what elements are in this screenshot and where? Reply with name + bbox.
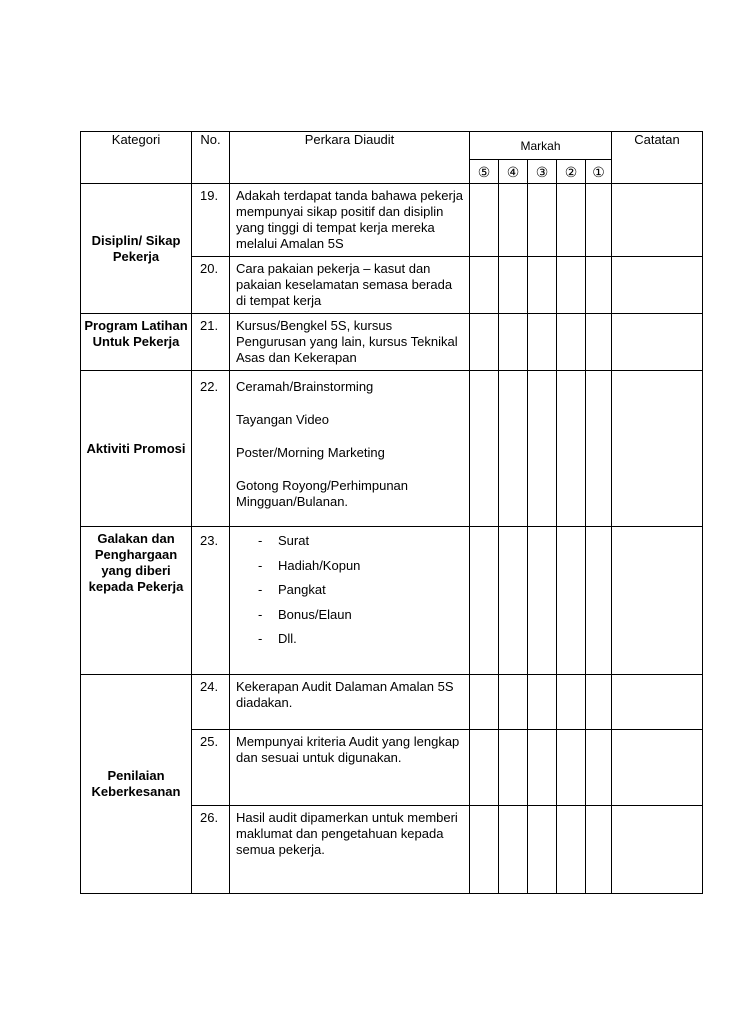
table-row [81,675,703,730]
score-cell[interactable] [499,806,528,894]
score-2-header: ② [557,160,586,184]
table-row [81,314,703,371]
item-number: 21. [192,314,230,371]
score-cell[interactable] [557,527,586,675]
header-catatan: Catatan [612,132,703,184]
score-cell[interactable] [557,675,586,730]
audit-item [230,527,470,675]
score-4-header: ④ [499,160,528,184]
score-cell[interactable] [470,675,499,730]
item-number: 20. [192,257,230,314]
score-cell[interactable] [586,257,612,314]
score-cell[interactable] [499,257,528,314]
list-item: - Surat [258,533,310,548]
dash-bullet: - [258,557,263,573]
score-cell[interactable] [499,314,528,371]
audit-item: Kekerapan Audit Dalaman Amalan 5S diadakan. [230,675,470,730]
category-disiplin: Disiplin/ Sikap Pekerja [81,184,192,314]
catatan-cell[interactable] [612,806,703,894]
header-markah: Markah [470,132,612,160]
score-3-header: ③ [528,160,557,184]
score-cell[interactable] [499,730,528,806]
score-cell[interactable] [586,675,612,730]
dash-bullet: - [258,606,263,622]
catatan-cell[interactable] [612,527,703,675]
score-cell[interactable] [470,184,499,257]
item-number: 24. [192,675,230,730]
score-cell[interactable] [470,371,499,527]
promo-line: Gotong Royong/Perhimpunan Mingguan/Bulanan. [236,478,409,509]
table-row [81,527,703,675]
score-cell[interactable] [470,730,499,806]
category-aktiviti-promosi: Aktiviti Promosi [81,371,192,527]
item-number: 22. [192,371,230,527]
catatan-cell[interactable] [612,184,703,257]
item-number: 26. [192,806,230,894]
score-cell[interactable] [586,527,612,675]
list-item: - Dll. [258,631,297,646]
score-cell[interactable] [557,806,586,894]
table-row [81,371,703,527]
score-cell[interactable] [586,806,612,894]
audit-item: Kursus/Bengkel 5S, kursus Pengurusan yang lain, kursus Teknikal Asas dan Kekerapan [230,314,470,371]
score-cell[interactable] [528,806,557,894]
dash-bullet: - [258,631,263,646]
audit-item: Adakah terdapat tanda bahawa pekerja mempunyai sikap positif dan disiplin yang tinggi di tempat kerja mereka melalui Amalan 5S [230,184,470,257]
item-number: 23. [192,527,230,675]
score-cell[interactable] [499,184,528,257]
audit-item: Hasil audit dipamerkan untuk memberi maklumat dan pengetahuan kepada semua pekerja. [230,806,470,894]
catatan-cell[interactable] [612,371,703,527]
score-cell[interactable] [528,257,557,314]
score-cell[interactable] [586,314,612,371]
catatan-cell[interactable] [612,314,703,371]
score-cell[interactable] [557,184,586,257]
score-cell[interactable] [499,675,528,730]
score-cell[interactable] [586,730,612,806]
list-item: - Hadiah/Kopun [258,557,361,573]
list-item: - Bonus/Elaun [258,606,352,622]
score-cell[interactable] [557,730,586,806]
header-no: No. [192,132,230,184]
score-cell[interactable] [528,184,557,257]
score-cell[interactable] [528,371,557,527]
audit-item: Mempunyai kriteria Audit yang lengkap dan sesuai untuk digunakan. [230,730,470,806]
score-cell[interactable] [528,314,557,371]
score-cell[interactable] [586,184,612,257]
table-row [81,184,703,257]
promo-line: Tayangan Video [236,412,330,427]
item-number: 25. [192,730,230,806]
score-cell[interactable] [528,675,557,730]
audit-item: Cara pakaian pekerja – kasut dan pakaian keselamatan semasa berada di tempat kerja [230,257,470,314]
item-number: 19. [192,184,230,257]
score-cell[interactable] [557,257,586,314]
category-program-latihan: Program Latihan Untuk Pekerja [81,314,192,371]
category-penilaian: Penilaian Keberkesanan [81,675,192,894]
score-cell[interactable] [557,314,586,371]
score-cell[interactable] [499,527,528,675]
catatan-cell[interactable] [612,257,703,314]
promo-line: Ceramah/Brainstorming [236,379,374,394]
reward-list [236,533,465,656]
score-cell[interactable] [528,730,557,806]
score-cell[interactable] [499,371,528,527]
score-5-header: ⑤ [470,160,499,184]
header-perkara: Perkara Diaudit [230,132,470,184]
dash-bullet: - [258,582,263,597]
score-cell[interactable] [470,527,499,675]
list-item: - Pangkat [258,582,326,597]
category-galakan: Galakan dan Penghargaan yang diberi kepada Pekerja [81,527,192,675]
score-cell[interactable] [557,371,586,527]
score-1-header: ① [586,160,612,184]
score-cell[interactable] [586,371,612,527]
audit-table [80,131,703,894]
score-cell[interactable] [470,314,499,371]
header-kategori: Kategori [81,132,192,184]
dash-bullet: - [258,533,263,548]
score-cell[interactable] [470,257,499,314]
catatan-cell[interactable] [612,675,703,730]
score-cell[interactable] [470,806,499,894]
catatan-cell[interactable] [612,730,703,806]
score-cell[interactable] [528,527,557,675]
audit-item [230,371,470,527]
promo-line: Poster/Morning Marketing [236,445,385,460]
